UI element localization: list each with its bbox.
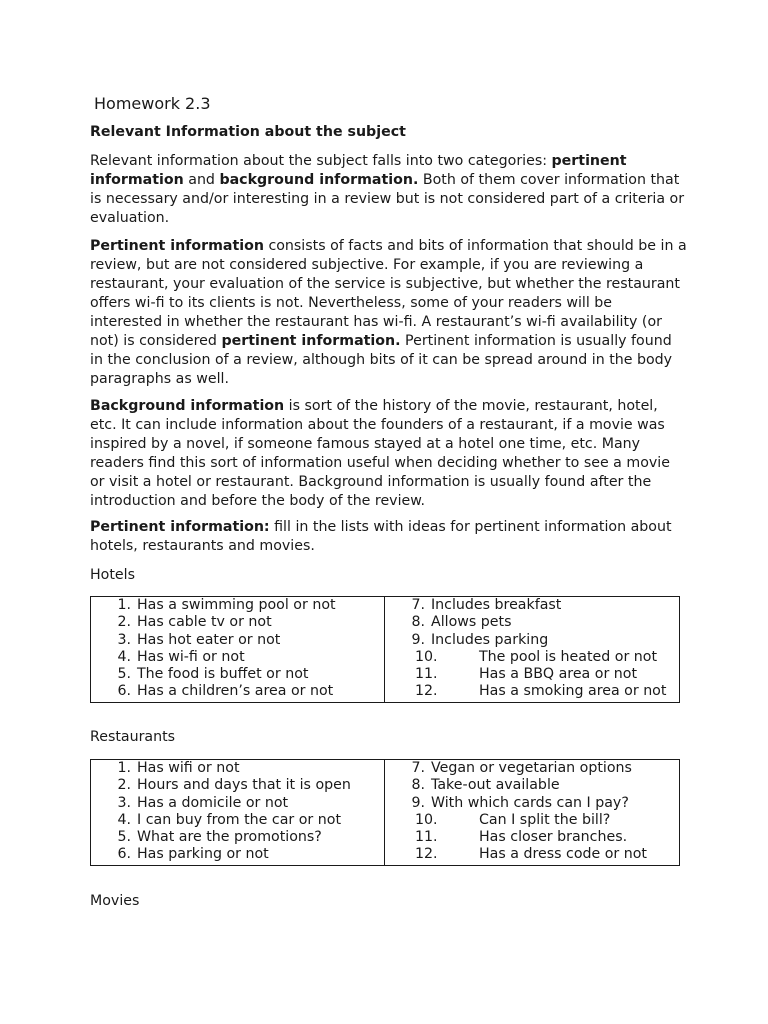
list-item: 10. The pool is heated or not <box>415 648 658 665</box>
hotels-label: Hotels <box>90 567 135 583</box>
list-item: 6. Has parking or not <box>117 846 269 863</box>
list-item: 9. Includes parking <box>411 631 549 648</box>
restaurants-table <box>90 759 680 866</box>
section-heading: Relevant Information about the subject <box>90 124 406 140</box>
pertinent-paragraph: Pertinent information consists of facts and bits of information that should be in a review, but are not considered subjective. For example, if you are reviewing a restaurant, your evaluation of the service is subjective, but whether the restaurant offers wi-fi to its clients is not. Nevertheless, some of your readers will be interested in whether the restaurant has wi-fi. A restaurant’s wi-fi availability (or not) is considered pertinent information. Pertinent information is usually found in the conclusion of a review, although bits of it can be spread around in the body paragraphs as well. <box>90 238 687 387</box>
list-item: 9. With which cards can I pay? <box>411 794 629 811</box>
list-item: 6. Has a children’s area or not <box>117 683 334 700</box>
list-item: 3. Has hot eater or not <box>117 631 281 648</box>
hotels-right-column <box>385 597 679 702</box>
list-item: 8. Take-out available <box>411 777 560 794</box>
restaurants-right-column <box>385 760 679 865</box>
page-title: Homework 2.3 <box>94 94 211 113</box>
list-item: 4. I can buy from the car or not <box>117 811 342 828</box>
list-item: 2. Has cable tv or not <box>117 614 272 631</box>
list-item: 4. Has wi-fi or not <box>117 648 245 665</box>
restaurants-label: Restaurants <box>90 729 176 745</box>
restaurants-left-column <box>91 760 385 865</box>
intro-paragraph: Relevant information about the subject falls into two categories: pertinent information and background information. Both of them cover information that is necessary and/or interesting in a review but is not considered part of a criteria or evaluation. <box>90 153 685 226</box>
list-item: 7. Includes breakfast <box>411 597 562 613</box>
background-paragraph: Background information is sort of the history of the movie, restaurant, hotel, etc. It can include information about the founders of a restaurant, if a movie was inspired by a novel, if someone famous stayed at a hotel one time, etc. Many readers find this sort of information useful when deciding whether to see a movie or visit a hotel or restaurant. Background information is usually found after the introduction and before the body of the review. <box>90 398 670 509</box>
list-item: 11. Has a BBQ area or not <box>415 666 638 683</box>
list-item: 3. Has a domicile or not <box>117 794 289 811</box>
list-item: 8. Allows pets <box>411 614 512 631</box>
list-item: 1. Has wifi or not <box>117 760 240 776</box>
instruction-paragraph: Pertinent information: fill in the lists with ideas for pertinent information about hotels, restaurants and movies. <box>90 519 672 554</box>
list-item: 2. Hours and days that it is open <box>117 777 351 794</box>
list-item: 5. The food is buffet or not <box>117 666 309 683</box>
list-item: 12. Has a smoking area or not <box>415 683 667 700</box>
movies-label: Movies <box>90 893 140 909</box>
list-item: 1. Has a swimming pool or not <box>117 597 336 613</box>
hotels-left-column <box>91 597 385 702</box>
list-item: 11. Has closer branches. <box>415 829 628 846</box>
hotels-table <box>90 596 680 703</box>
list-item: 7. Vegan or vegetarian options <box>411 760 632 776</box>
list-item: 5. What are the promotions? <box>117 829 322 846</box>
list-item: 12. Has a dress code or not <box>415 846 647 863</box>
list-item: 10. Can I split the bill? <box>415 811 611 828</box>
